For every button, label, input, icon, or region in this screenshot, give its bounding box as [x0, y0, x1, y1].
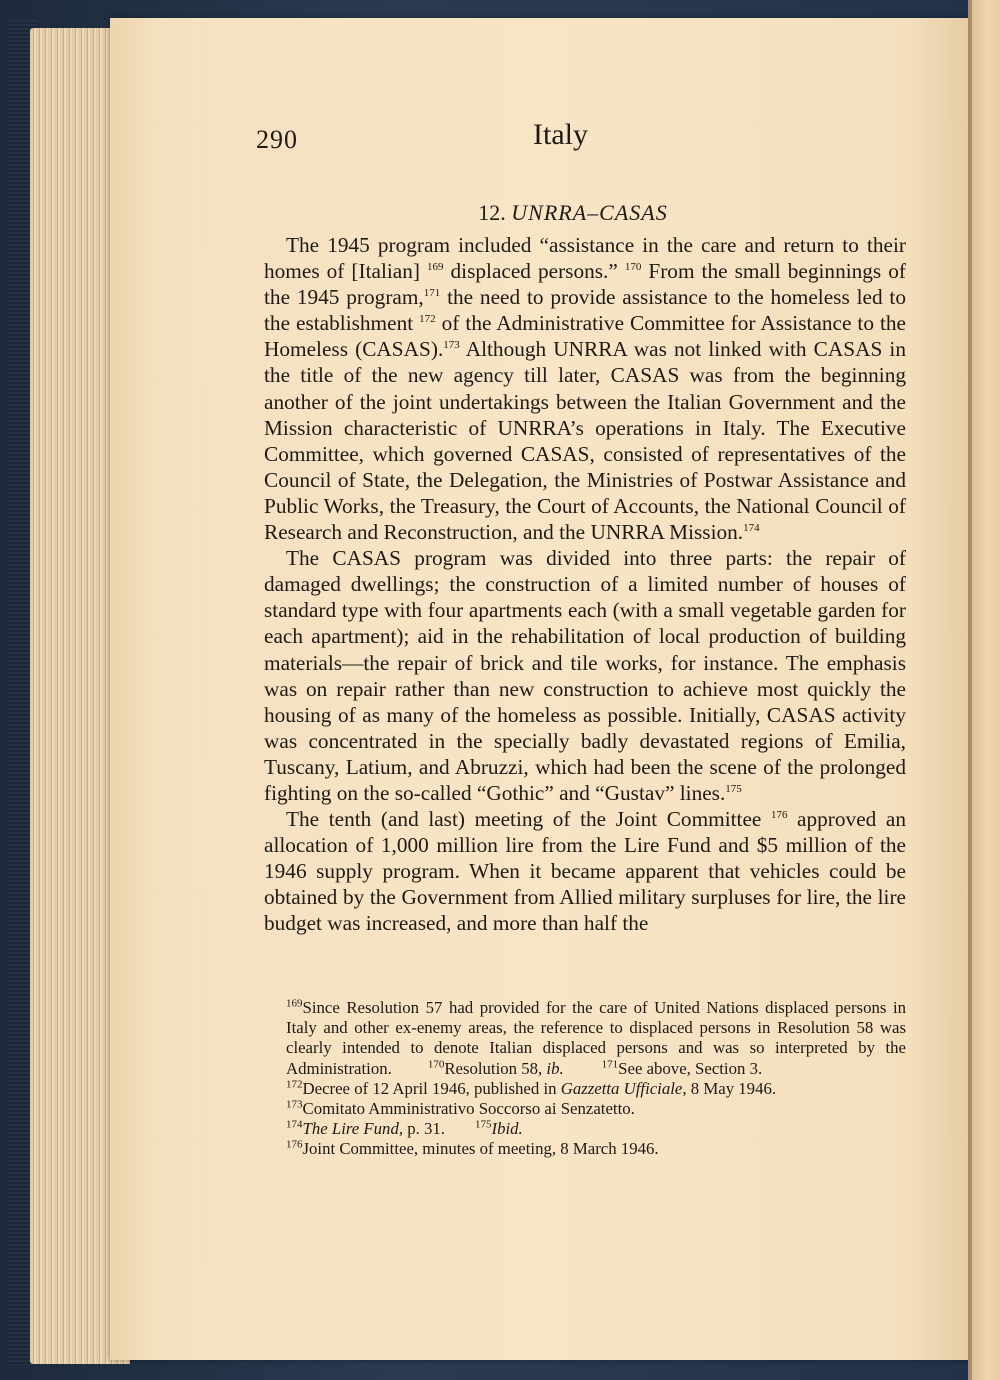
- section-heading: [0, 200, 1000, 226]
- footnote-176: $^{176}$Joint Committee, minutes of meeting, 8 March 1946.: [286, 1138, 659, 1159]
- paragraph-3: The tenth (and last) meeting of the Joint Committee $^{176}$ approved an allocation of 1,000 million lire from the Lire Fund and $5 million of the 1946 supply program. When it became apparent that vehicles could be obtained by the Government from Allied military surpluses for lire, the lire budget was increased, and more than half the: [264, 807, 906, 936]
- footnote-ref: 171: [423, 287, 441, 300]
- paragraph-2: The CASAS program was divided into three parts: the repair of damaged dwellings; the construction of a limited number of houses of standard type with four apartments each (with a small vegetable garden for each apartment); aid in the rehabilitation of local production of building materials—the repair of brick and tile works, for instance. The emphasis was on repair rather than new construction to achieve most quickly the housing of as many of the homeless as possible. Initially, CASAS activity was concentrated in the specially badly devastated regions of Emilia, Tuscany, Latium, and Abruzzi, which had been the scene of the prolonged fighting on the so-called “Gothic” and “Gustav” lines.$^{175}$: [264, 546, 906, 805]
- footnote-ref: 170: [624, 261, 642, 273]
- footnote-ref: 176: [770, 808, 788, 821]
- paragraph-1: The 1945 program included “assistance in the care and return to their homes of [Italian] $^{169}$ displaced persons.” $^{170}$ From the small beginnings of the 1945 program,$^{171}$ the need to provide assistance to the homeless led to the establishment $^{172}$ of the Administrative Committee for Assistance to the Homeless (CASAS).$^{173}$ Although UNRRA was not linked with CASAS in the title of the new agency till later, CASAS was from the beginning another of the joint undertakings between the Italian Government and the Mission characteristic of UNRRA’s operations in Italy. The Executive Committee, which governed CASAS, consisted of representatives of the Council of State, the Delegation, the Ministries of Postwar Assistance and Public Works, the Treasury, the Court of Accounts, the National Council of Research and Reconstruction, and the UNRRA Mission.$^{174}$: [264, 233, 907, 545]
- running-head: Italy: [533, 118, 588, 151]
- footnote-ref: 175: [725, 782, 742, 795]
- footnote-ref: 174: [743, 521, 760, 534]
- footnote-ref: 173: [443, 339, 460, 352]
- section-number: 12.: [478, 200, 506, 225]
- footnote-169: $^{169}$Since Resolution 57 had provided for the care of United Nations displaced persons in Italy and other ex-enemy areas, the reference to displaced persons in Resolution 58 was clearly intended to denote Italian displaced persons and was so interpreted by the Administration. $^{170}$Resolution 58, ib. $^{171}$See above, Section 3.: [286, 997, 906, 1078]
- footnote-ref: 172: [419, 313, 436, 326]
- footnotes: [272, 998, 906, 1160]
- footnote-174: $^{174}$The Lire Fund, p. 31. $^{175}$Ibid.: [286, 1118, 523, 1139]
- footnote-172: $^{172}$Decree of 12 April 1946, published in Gazzetta Ufficiale, 8 May 1946.: [286, 1078, 777, 1098]
- page-number: 290: [256, 125, 298, 154]
- footnote-173: $^{173}$Comitato Amministrativo Soccorso ai Senzatetto.: [286, 1098, 635, 1119]
- body-text: [264, 232, 906, 937]
- section-title: UNRRA–CASAS: [511, 200, 668, 225]
- footnote-ref: 169: [427, 261, 444, 273]
